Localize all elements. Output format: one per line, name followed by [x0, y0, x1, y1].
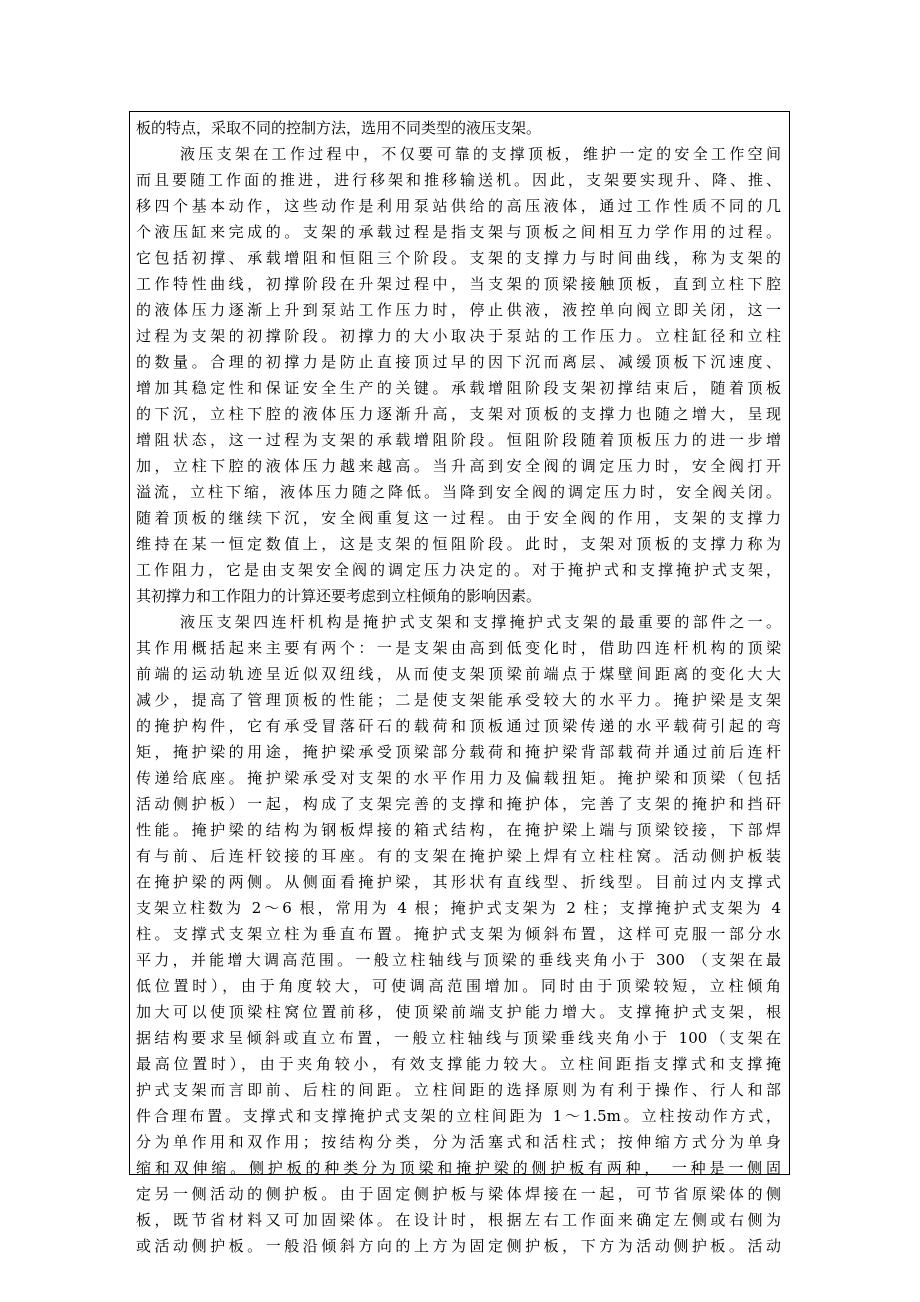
text-line: 它包括初撑、承载增阻和恒阻三个阶段。支架的支撑力与时间曲线，称为支架的	[136, 249, 781, 267]
document-frame	[129, 111, 790, 1255]
text-line: 件合理布置。支撑式和支撑掩护式支架的立柱间距为 1～1.5m。立柱按动作方式，	[136, 1107, 781, 1125]
text-line: 前端的运动轨迹呈近似双纽线，从而使支架顶梁前端点于煤壁间距离的变化大大	[136, 665, 781, 683]
text-line: 矩，掩护梁的用途，掩护梁承受顶梁部分载荷和掩护梁背部载荷并通过前后连杆	[136, 743, 781, 761]
text-line: 的液体压力逐渐上升到泵站工作压力时，停止供液，液控单向阀立即关闭，这一	[136, 301, 781, 319]
text-line: 柱。支撑式支架立柱为垂直布置。掩护式支架为倾斜布置，这样可克服一部分水	[136, 925, 781, 943]
text-line: 工作特性曲线，初撑阶段在升架过程中，当支架的顶梁接触顶板，直到立柱下腔	[136, 275, 781, 293]
text-line: 加大可以使顶梁柱窝位置前移，使顶梁前端支护能力增大。支撑掩护式支架，根	[136, 1003, 781, 1021]
text-line: 或活动侧护板。一般沿倾斜方向的上方为固定侧护板，下方为活动侧护板。活动	[136, 1237, 781, 1255]
text-line: 据结构要求呈倾斜或直立布置，一般立柱轴线与顶梁垂线夹角小于 100（支架在	[136, 1029, 781, 1047]
text-line: 护式支架而言即前、后柱的间距。立柱间距的选择原则为有利于操作、行人和部	[136, 1081, 781, 1099]
text-line: 增加其稳定性和保证安全生产的关键。承载增阻阶段支架初撑结束后，随着顶板	[136, 379, 781, 397]
text-line: 的数量。合理的初撑力是防止直接顶过早的因下沉而离层、减缓顶板下沉速度、	[136, 353, 781, 371]
text-line: 定另一侧活动的侧护板。由于固定侧护板与梁体焊接在一起，可节省原梁体的侧	[136, 1185, 781, 1203]
text-line: 移四个基本动作，这些动作是利用泵站供给的高压液体，通过工作性质不同的几	[136, 197, 781, 215]
text-line: 的下沉，立柱下腔的液体压力逐渐升高，支架对顶板的支撑力也随之增大，呈现	[136, 405, 781, 423]
text-line: 在掩护梁的两侧。从侧面看掩护梁，其形状有直线型、折线型。目前过内支撑式	[136, 873, 781, 891]
text-line: 有与前、后连杆铰接的耳座。有的支架在掩护梁上焊有立柱柱窝。活动侧护板装	[136, 847, 781, 865]
text-line: 板的特点，采取不同的控制方法，选用不同类型的液压支架。	[136, 119, 542, 137]
text-line: 维持在某一恒定数值上，这是支架的恒阻阶段。此时，支架对顶板的支撑力称为	[136, 535, 781, 553]
text-line: 而且要随工作面的推进，进行移架和推移输送机。因此，支架要实现升、降、推、	[136, 171, 781, 189]
text-line: 其作用概括起来主要有两个：一是支架由高到低变化时，借助四连杆机构的顶梁	[136, 639, 781, 657]
text-line: 液压支架在工作过程中，不仅要可靠的支撑顶板，维护一定的安全工作空间	[180, 145, 781, 163]
text-line: 活动侧护板）一起，构成了支架完善的支撑和掩护体，完善了支架的掩护和挡矸	[136, 795, 781, 813]
text-line: 其初撑力和工作阻力的计算还要考虑到立柱倾角的影响因素。	[136, 587, 542, 605]
text-line: 工作阻力，它是由支架安全阀的调定压力决定的。对于掩护式和支撑掩护式支架，	[136, 561, 781, 579]
text-line: 分为单作用和双作用；按结构分类，分为活塞式和活柱式；按伸缩方式分为单身	[136, 1133, 781, 1151]
text-line: 增阻状态，这一过程为支架的承载增阻阶段。恒阻阶段随着顶板压力的进一步增	[136, 431, 781, 449]
document-body	[130, 112, 789, 1259]
text-line: 溢流，立柱下缩，液体压力随之降低。当降到安全阀的调定压力时，安全阀关闭。	[136, 483, 781, 501]
text-line: 支架立柱数为 2～6 根，常用为 4 根；掩护式支架为 2 柱；支撑掩护式支架为 4	[136, 899, 781, 917]
text-line: 加，立柱下腔的液体压力越来越高。当升高到安全阀的调定压力时，安全阀打开	[136, 457, 781, 475]
text-line: 性能。掩护梁的结构为钢板焊接的箱式结构，在掩护梁上端与顶梁铰接，下部焊	[136, 821, 781, 839]
text-line: 板，既节省材料又可加固梁体。在设计时，根据左右工作面来确定左侧或右侧为	[136, 1211, 781, 1229]
text-line: 缩和双伸缩。侧护板的种类分为顶梁和掩护梁的侧护板有两种， 一种是一侧固	[136, 1159, 781, 1177]
text-line: 最高位置时），由于夹角较小，有效支撑能力较大。立柱间距指支撑式和支撑掩	[136, 1055, 781, 1073]
text-line: 传递给底座。掩护梁承受对支架的水平作用力及偏载扭矩。掩护梁和顶梁（包括	[136, 769, 781, 787]
text-line: 随着顶板的继续下沉，安全阀重复这一过程。由于安全阀的作用，支架的支撑力	[136, 509, 781, 527]
text-line: 过程为支架的初撑阶段。初撑力的大小取决于泵站的工作压力。立柱缸径和立柱	[136, 327, 781, 345]
text-line: 的掩护构件，它有承受冒落矸石的载荷和顶板通过顶梁传递的水平载荷引起的弯	[136, 717, 781, 735]
text-line: 平力，并能增大调高范围。一般立柱轴线与顶梁的垂线夹角小于 300 （支架在最	[136, 951, 781, 969]
text-line: 低位置时），由于角度较大，可使调高范围增加。同时由于顶梁较短，立柱倾角	[136, 977, 781, 995]
text-line: 个液压缸来完成的。支架的承载过程是指支架与顶板之间相互力学作用的过程。	[136, 223, 781, 241]
text-line: 减少，提高了管理顶板的性能；二是使支架能承受较大的水平力。掩护梁是支架	[136, 691, 781, 709]
text-line: 液压支架四连杆机构是掩护式支架和支撑掩护式支架的最重要的部件之一。	[180, 613, 781, 631]
